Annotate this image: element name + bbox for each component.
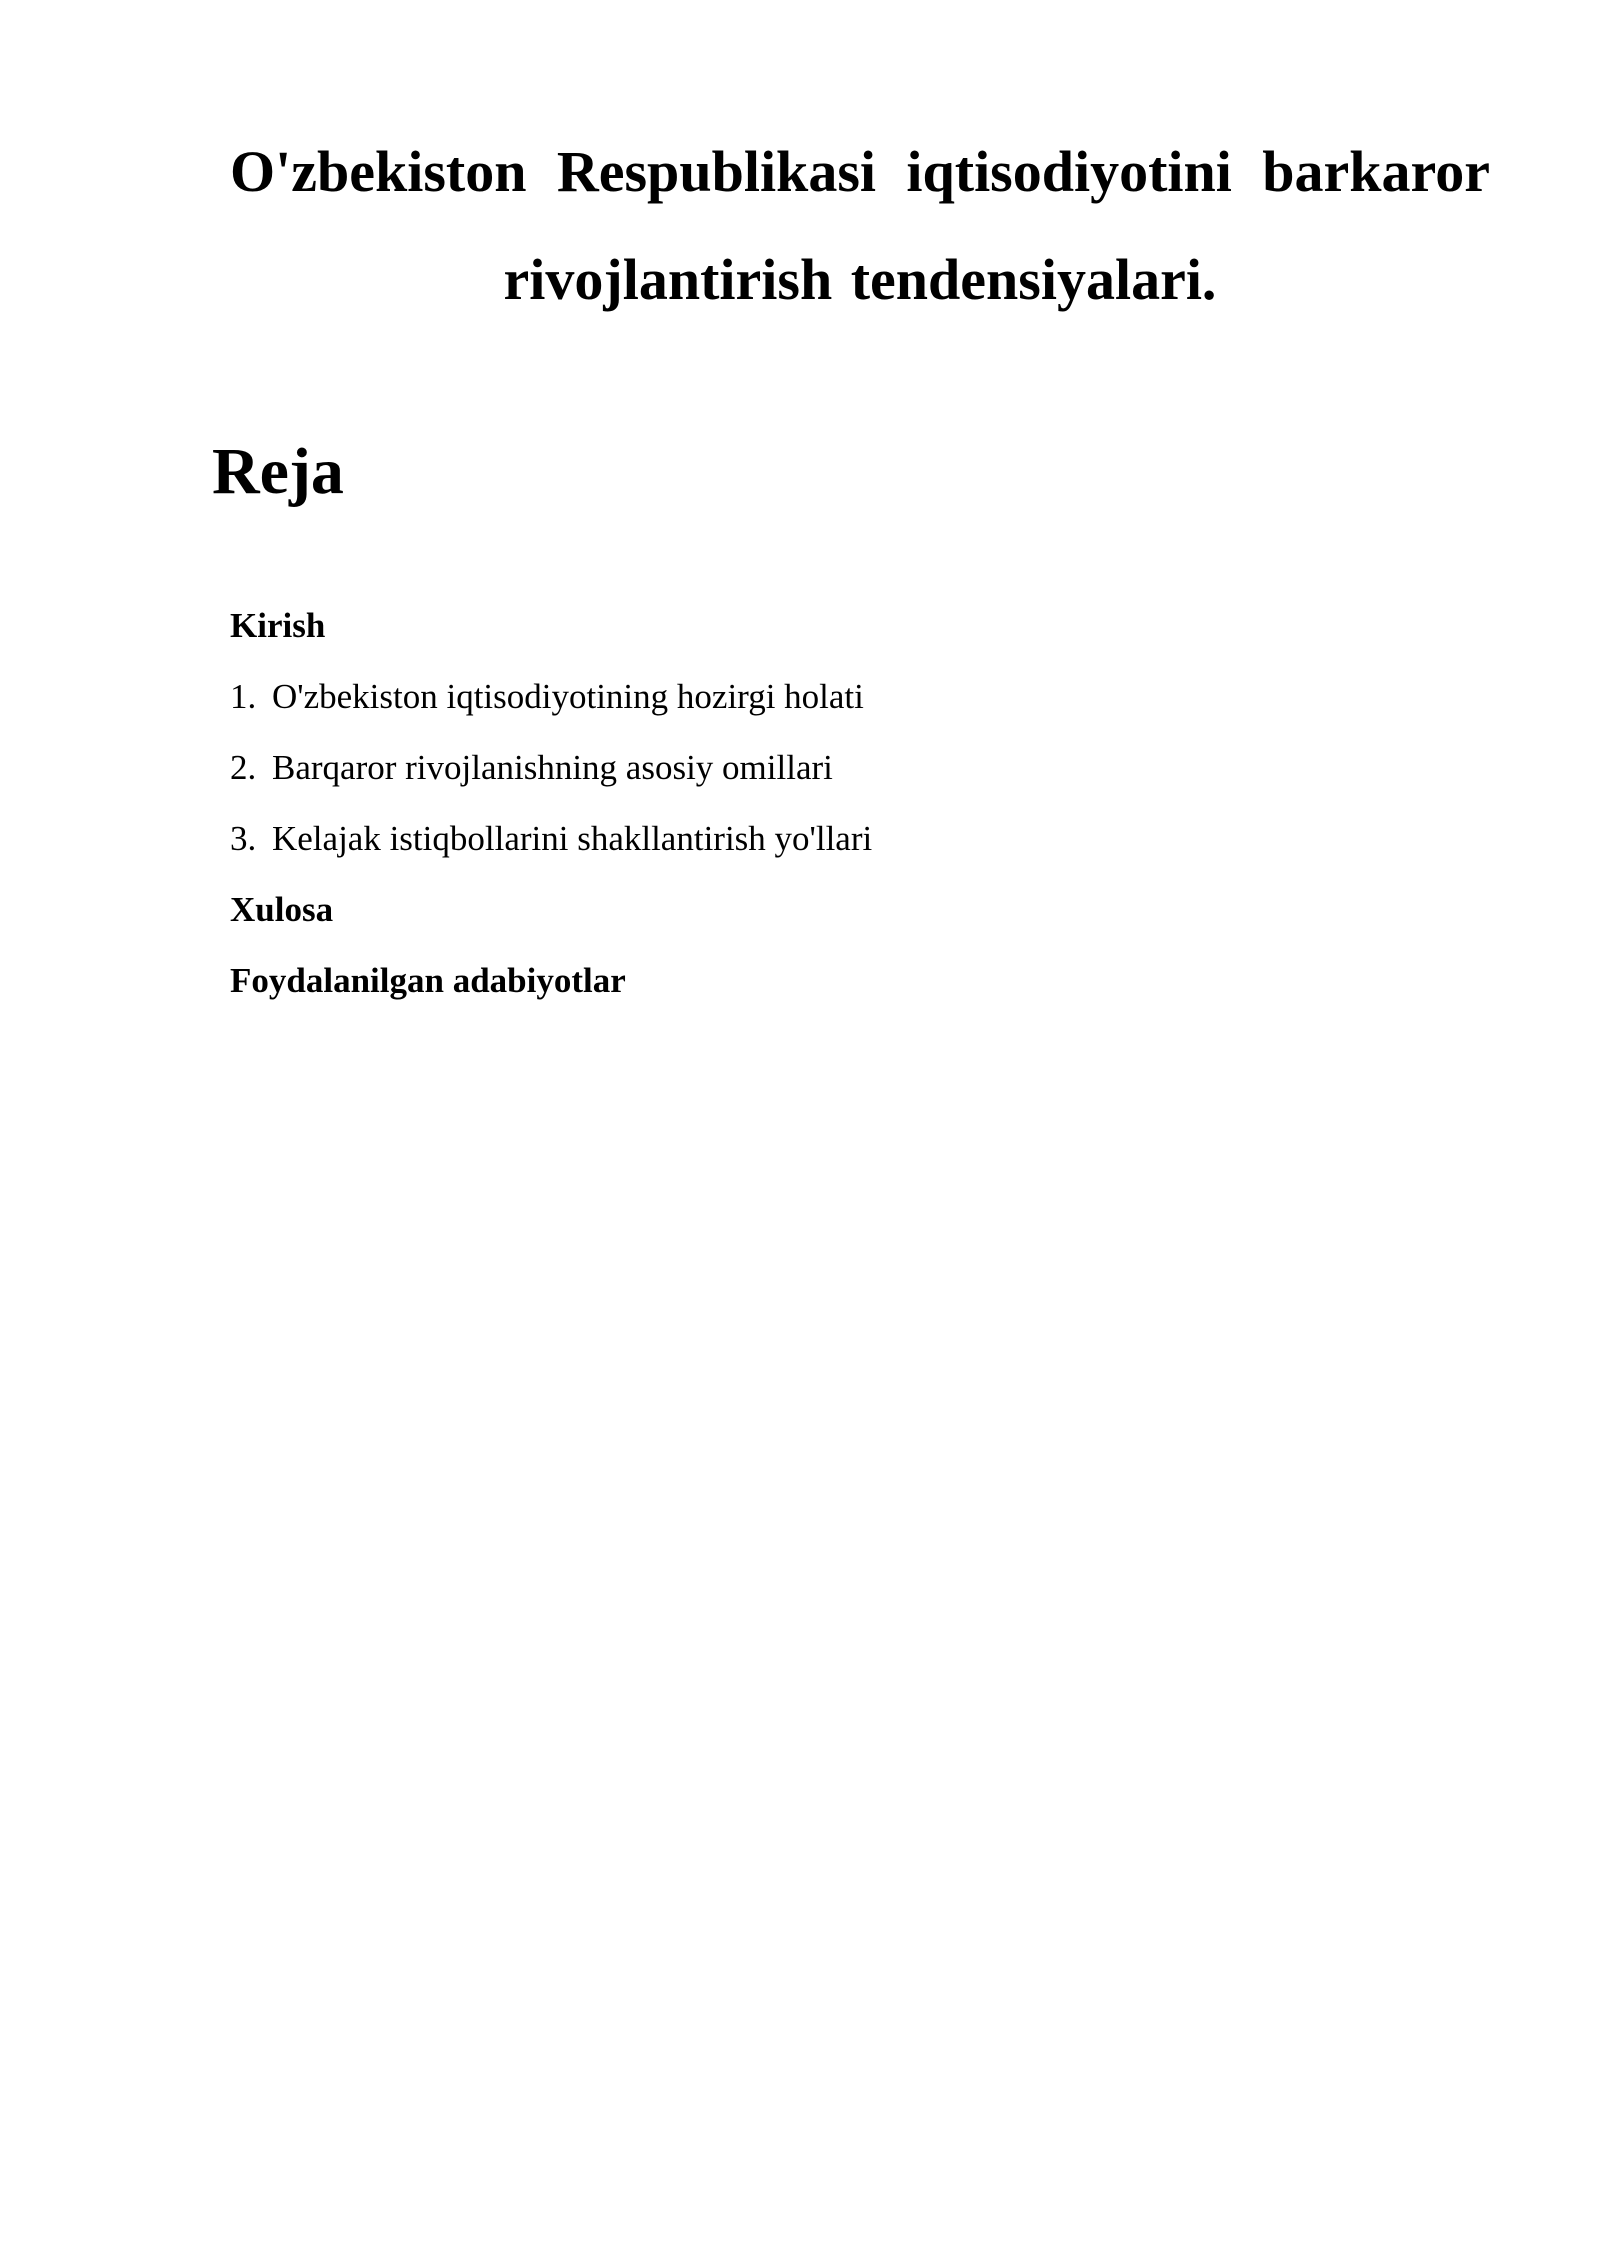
plan-item-intro: Kirish xyxy=(230,606,326,645)
plan-list xyxy=(230,590,1330,1016)
plan-item-number: 2. xyxy=(230,748,257,787)
document-title: O'zbekiston Respublikasi iqtisodiyotini barkaror rivojlantirish tendensiyalari. xyxy=(230,139,1490,312)
plan-item-1 xyxy=(230,661,1330,732)
plan-item-number: 1. xyxy=(230,677,257,716)
plan-item-2 xyxy=(230,732,1330,803)
plan-item-conclusion: Xulosa xyxy=(230,890,334,929)
plan-item-number: 3. xyxy=(230,819,257,858)
plan-item-3 xyxy=(230,803,1330,874)
plan-item-text: O'zbekiston iqtisodiyotining hozirgi holati xyxy=(272,677,864,716)
plan-item-references: Foydalanilgan adabiyotlar xyxy=(230,961,626,1000)
plan-heading: Reja xyxy=(212,435,344,508)
plan-item-text: Kelajak istiqbollarini shakllantirish yo'llari xyxy=(272,819,873,858)
plan-item-text: Barqaror rivojlanishning asosiy omillari xyxy=(272,748,833,787)
